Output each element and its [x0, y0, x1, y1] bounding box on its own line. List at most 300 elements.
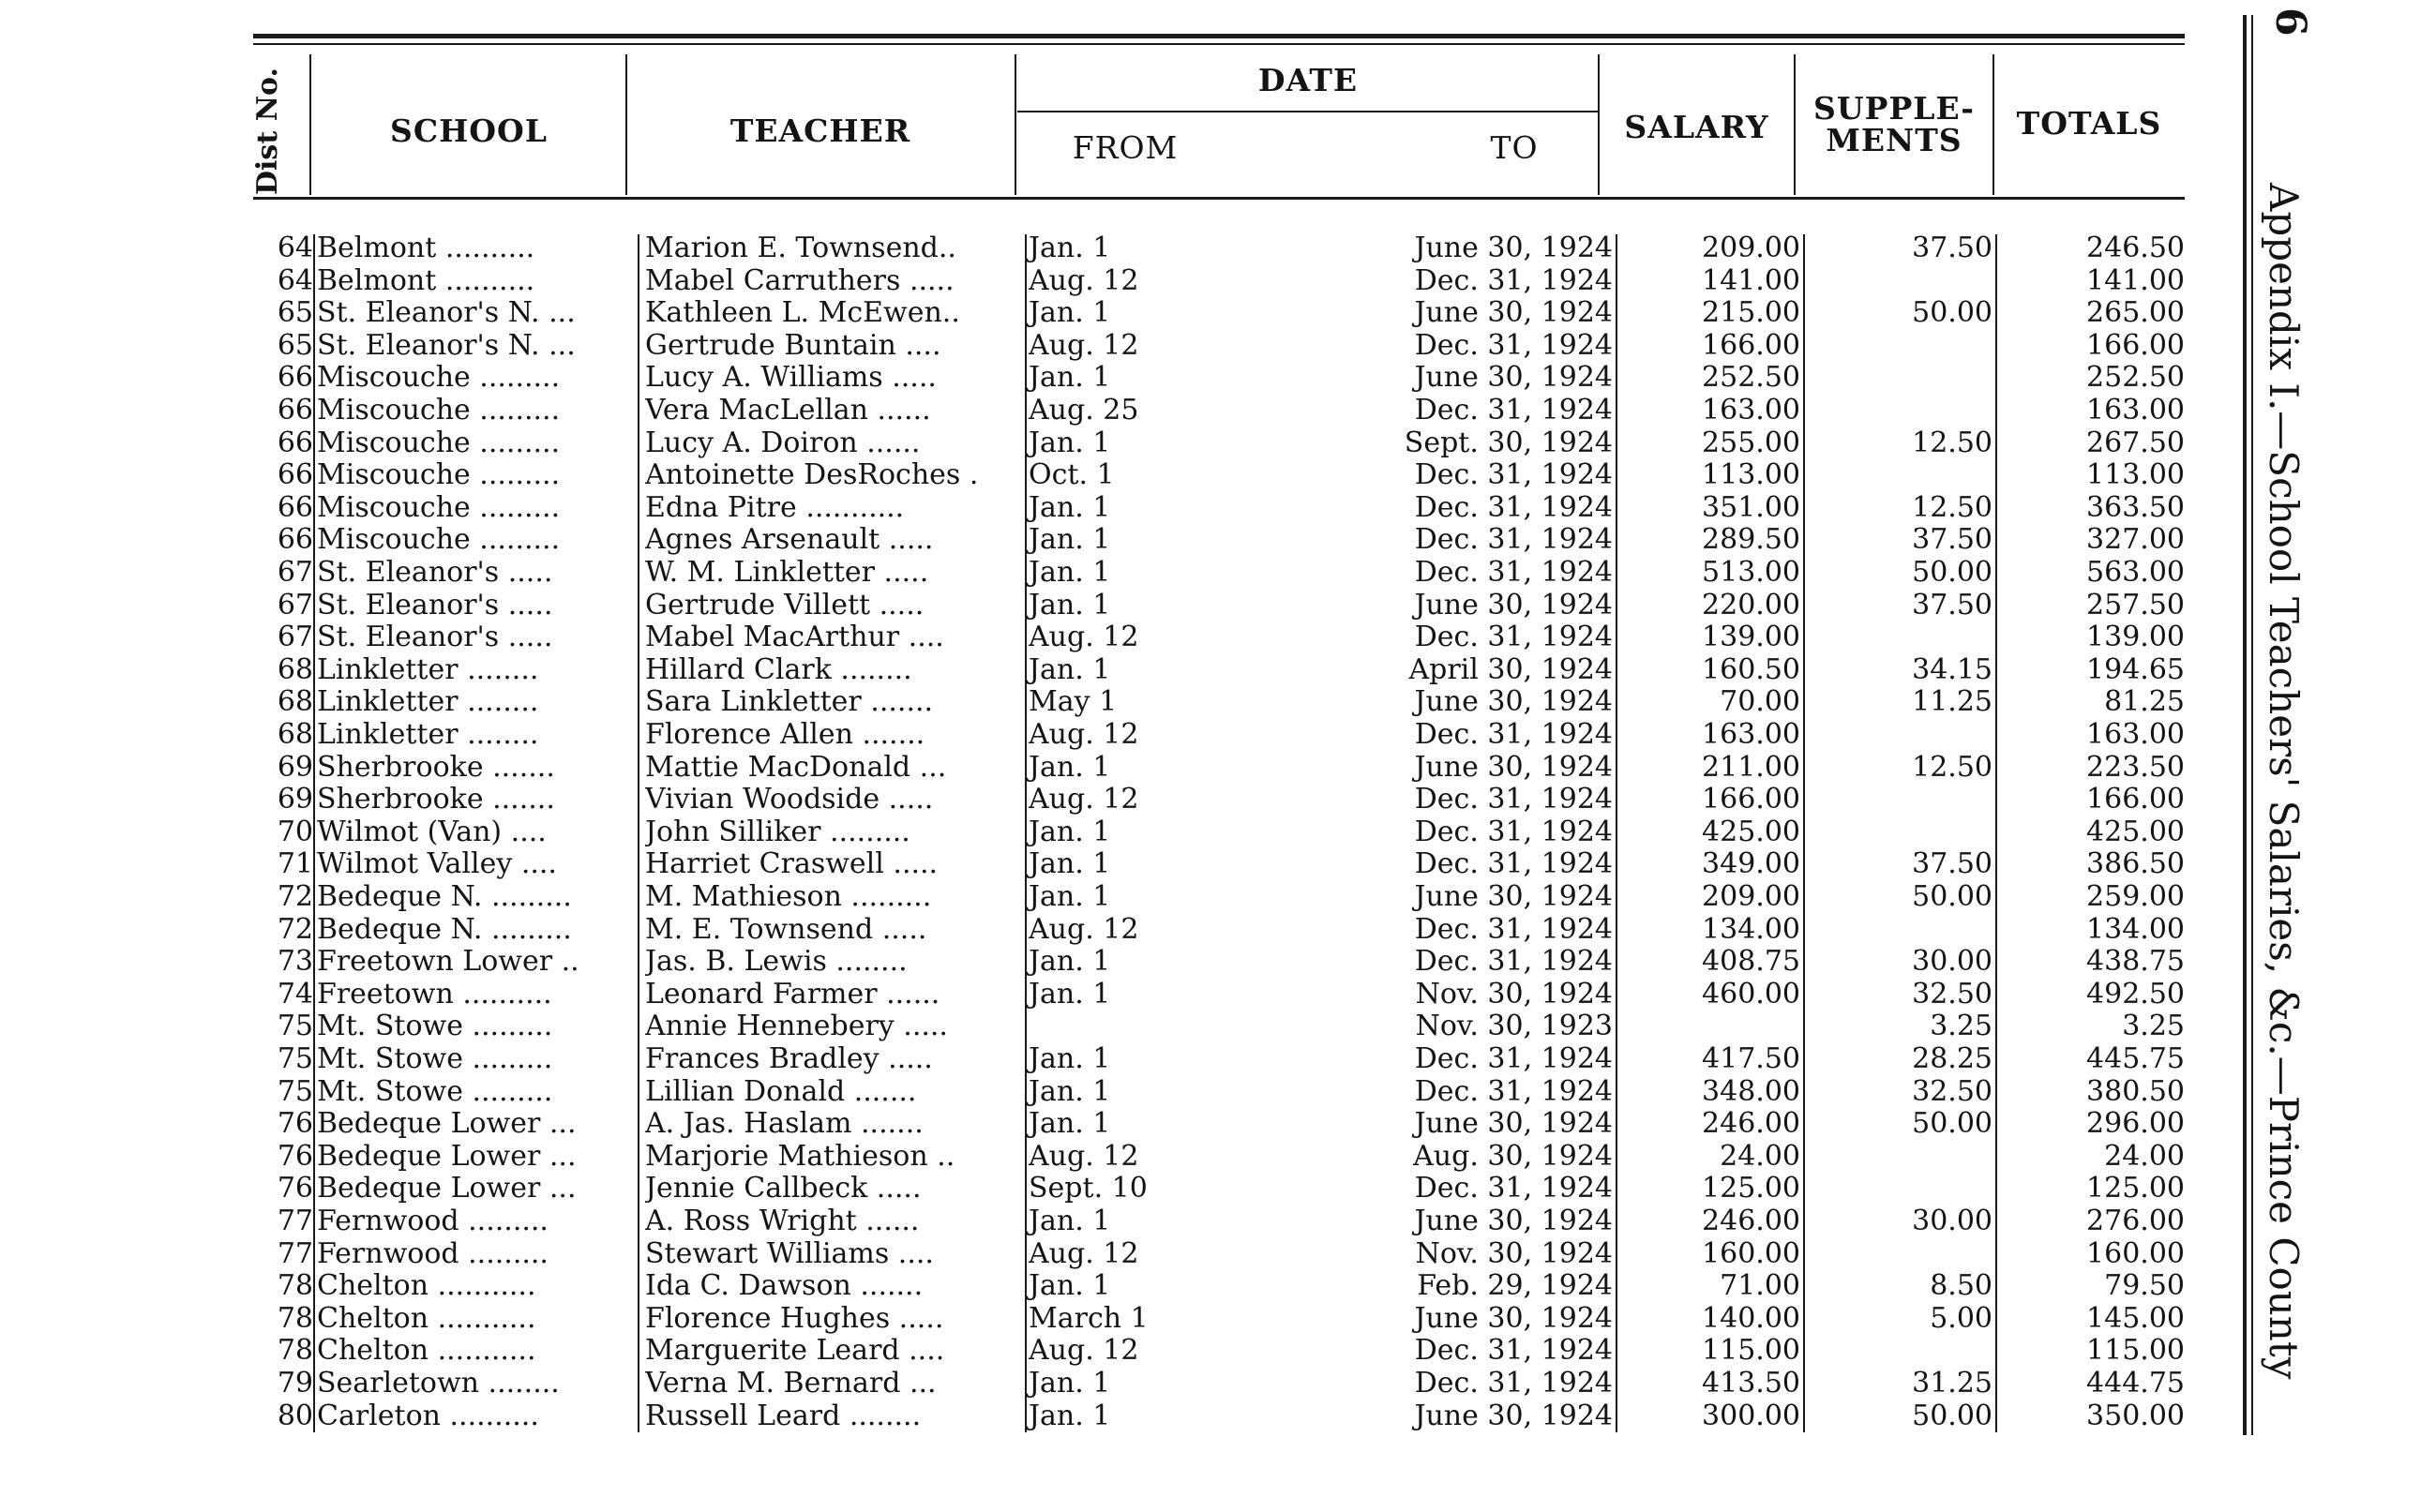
- date-divider-rule: [1017, 111, 1599, 112]
- row-dist-no: 78: [277, 1301, 313, 1335]
- row-salary: 166.00: [1702, 783, 1800, 816]
- row-date-to: Sept. 30, 1924: [1404, 426, 1613, 459]
- table-row: [0, 1010, 2436, 1042]
- row-dist-no: 75: [277, 1010, 313, 1043]
- row-salary: 211.00: [1702, 750, 1800, 784]
- row-dist-no: 65: [277, 328, 313, 362]
- row-teacher: Agnes Arsenault .....: [645, 524, 934, 557]
- table-row: [0, 524, 2436, 556]
- row-supplements: 3.25: [1930, 1010, 1992, 1043]
- header-teacher: TEACHER: [729, 112, 911, 149]
- row-dist-no: 71: [277, 847, 313, 881]
- row-supplements: 34.15: [1912, 652, 1992, 686]
- table-row: [0, 848, 2436, 880]
- row-dist-no: 67: [277, 556, 313, 589]
- row-school: Chelton ...........: [317, 1302, 536, 1335]
- row-dist-no: 68: [277, 652, 313, 686]
- row-school: Mt. Stowe .........: [317, 1043, 553, 1075]
- row-total: 363.50: [2086, 490, 2185, 524]
- row-dist-no: 75: [277, 1042, 313, 1075]
- row-supplements: 12.50: [1912, 490, 1992, 524]
- row-supplements: 12.50: [1912, 750, 1992, 784]
- row-total: 246.50: [2086, 232, 2185, 264]
- row-date-from: Aug. 12: [1029, 912, 1139, 946]
- table-row: [0, 1270, 2436, 1302]
- row-dist-no: 78: [277, 1334, 313, 1368]
- table-row: [0, 1335, 2436, 1367]
- row-dist-no: 77: [277, 1205, 313, 1237]
- row-date-to: Dec. 31, 1924: [1414, 1367, 1613, 1400]
- row-date-from: Jan. 1: [1029, 847, 1111, 881]
- row-total: 296.00: [2086, 1107, 2185, 1141]
- row-date-from: Aug. 12: [1029, 1334, 1139, 1368]
- row-dist-no: 76: [277, 1172, 313, 1205]
- row-date-to: June 30, 1924: [1414, 685, 1613, 719]
- row-teacher: Ida C. Dawson .......: [645, 1270, 924, 1303]
- row-salary: 141.00: [1702, 263, 1800, 297]
- row-school: St. Eleanor's N. ...: [317, 297, 576, 330]
- row-date-to: Dec. 31, 1924: [1414, 1334, 1613, 1368]
- row-teacher: Marguerite Leard ....: [645, 1335, 945, 1368]
- row-teacher: Jas. B. Lewis ........: [645, 946, 908, 979]
- row-teacher: Harriet Craswell .....: [645, 848, 939, 881]
- row-salary: 209.00: [1702, 880, 1800, 913]
- row-total: 163.00: [2086, 718, 2185, 751]
- table-row: [0, 979, 2436, 1010]
- row-teacher: Florence Hughes .....: [645, 1302, 944, 1335]
- row-date-to: Dec. 31, 1924: [1414, 1172, 1613, 1205]
- row-dist-no: 68: [277, 718, 313, 751]
- row-dist-no: 66: [277, 394, 313, 427]
- header-totals: TOTALS: [2016, 105, 2162, 142]
- row-total: 3.25: [2122, 1010, 2185, 1043]
- row-salary: 246.00: [1702, 1205, 1800, 1237]
- row-school: Sherbrooke .......: [317, 751, 555, 784]
- row-salary: 115.00: [1702, 1334, 1800, 1368]
- row-date-to: Dec. 31, 1924: [1414, 621, 1613, 654]
- row-school: Miscouche .........: [317, 459, 561, 492]
- row-dist-no: 67: [277, 588, 313, 621]
- row-school: Miscouche .........: [317, 362, 561, 395]
- table-row: [0, 1238, 2436, 1270]
- row-date-to: April 30, 1924: [1408, 652, 1613, 686]
- row-salary: 252.50: [1702, 361, 1800, 395]
- row-supplements: 37.50: [1912, 232, 1992, 264]
- row-date-to: Dec. 31, 1924: [1414, 328, 1613, 362]
- row-total: 259.00: [2086, 880, 2185, 913]
- row-total: 166.00: [2086, 783, 2185, 816]
- table-row: [0, 686, 2436, 718]
- row-teacher: Annie Hennebery .....: [645, 1010, 948, 1043]
- row-total: 327.00: [2086, 523, 2185, 557]
- table-row: [0, 1173, 2436, 1205]
- row-date-to: June 30, 1924: [1414, 880, 1613, 913]
- row-date-from: Jan. 1: [1029, 523, 1111, 557]
- side-rule-outer: [2243, 15, 2247, 1435]
- row-dist-no: 76: [277, 1107, 313, 1141]
- row-date-to: June 30, 1924: [1414, 1205, 1613, 1237]
- row-supplements: 28.25: [1912, 1042, 1992, 1075]
- row-teacher: Marjorie Mathieson ..: [645, 1140, 955, 1173]
- row-date-to: Dec. 31, 1924: [1414, 783, 1613, 816]
- row-supplements: 37.50: [1912, 523, 1992, 557]
- row-school: Chelton ...........: [317, 1270, 536, 1303]
- row-teacher: Florence Allen .......: [645, 719, 925, 751]
- row-teacher: Gertrude Buntain ....: [645, 329, 941, 362]
- row-total: 252.50: [2086, 361, 2185, 395]
- header-divider-6: [1992, 54, 1994, 195]
- row-dist-no: 65: [277, 296, 313, 330]
- row-school: Belmont ..........: [317, 264, 535, 297]
- row-supplements: 50.00: [1912, 296, 1992, 330]
- row-school: Bedeque Lower ...: [317, 1108, 577, 1141]
- row-school: Mt. Stowe .........: [317, 1075, 553, 1108]
- row-total: 276.00: [2086, 1205, 2185, 1237]
- header-date: DATE: [1257, 62, 1359, 98]
- table-row: [0, 1205, 2436, 1237]
- row-date-from: Jan. 1: [1029, 750, 1111, 784]
- row-total: 194.65: [2086, 652, 2185, 686]
- row-date-from: Jan. 1: [1029, 588, 1111, 621]
- row-date-to: Dec. 31, 1924: [1414, 718, 1613, 751]
- row-date-from: Aug. 12: [1029, 621, 1139, 654]
- row-date-to: Nov. 30, 1924: [1415, 977, 1613, 1010]
- row-total: 166.00: [2086, 328, 2185, 362]
- row-supplements: 12.50: [1912, 426, 1992, 459]
- row-teacher: Marion E. Townsend..: [645, 232, 956, 264]
- row-salary: 351.00: [1702, 490, 1800, 524]
- row-dist-no: 69: [277, 783, 313, 816]
- row-school: Fernwood .........: [317, 1237, 549, 1270]
- row-total: 438.75: [2086, 945, 2185, 979]
- row-salary: 408.75: [1702, 945, 1800, 979]
- row-dist-no: 66: [277, 490, 313, 524]
- row-supplements: 8.50: [1930, 1269, 1992, 1303]
- row-date-to: Dec. 31, 1924: [1414, 394, 1613, 427]
- header-divider-1: [309, 54, 311, 195]
- row-date-from: Aug. 12: [1029, 1236, 1139, 1270]
- row-salary: 166.00: [1702, 328, 1800, 362]
- row-supplements: 37.50: [1912, 588, 1992, 621]
- row-dist-no: 74: [277, 977, 313, 1010]
- row-teacher: Hillard Clark ........: [645, 653, 912, 686]
- row-date-from: Aug. 25: [1029, 394, 1139, 427]
- row-date-from: Jan. 1: [1029, 296, 1111, 330]
- row-date-to: Dec. 31, 1924: [1414, 458, 1613, 492]
- row-dist-no: 79: [277, 1367, 313, 1400]
- row-school: Miscouche .........: [317, 427, 561, 459]
- page-number: 6: [2266, 7, 2314, 37]
- table-row: [0, 330, 2436, 362]
- row-total: 81.25: [2104, 685, 2185, 719]
- row-salary: 140.00: [1702, 1301, 1800, 1335]
- row-date-from: Oct. 1: [1029, 458, 1115, 492]
- row-date-to: Nov. 30, 1923: [1415, 1010, 1613, 1043]
- row-dist-no: 66: [277, 458, 313, 492]
- row-total: 79.50: [2104, 1269, 2185, 1303]
- row-school: Miscouche .........: [317, 524, 561, 557]
- row-total: 125.00: [2086, 1172, 2185, 1205]
- top-rule-thick: [253, 34, 2185, 38]
- row-school: Fernwood .........: [317, 1205, 549, 1237]
- row-dist-no: 72: [277, 912, 313, 946]
- row-supplements: 50.00: [1912, 1107, 1992, 1141]
- row-date-from: May 1: [1029, 685, 1118, 719]
- row-date-to: Dec. 31, 1924: [1414, 523, 1613, 557]
- table-row: [0, 232, 2436, 264]
- row-supplements: 50.00: [1912, 1399, 1992, 1432]
- row-salary: 71.00: [1720, 1269, 1800, 1303]
- row-date-to: Dec. 31, 1924: [1414, 847, 1613, 881]
- table-row: [0, 946, 2436, 978]
- row-date-from: Jan. 1: [1029, 815, 1111, 848]
- row-dist-no: 66: [277, 361, 313, 395]
- row-supplements: 30.00: [1912, 1205, 1992, 1237]
- row-date-from: Aug. 12: [1029, 328, 1139, 362]
- row-dist-no: 68: [277, 685, 313, 719]
- row-school: Sherbrooke .......: [317, 784, 555, 816]
- row-teacher: M. E. Townsend .....: [645, 913, 927, 946]
- row-dist-no: 69: [277, 750, 313, 784]
- row-date-from: Jan. 1: [1029, 1042, 1111, 1075]
- row-date-from: Jan. 1: [1029, 652, 1111, 686]
- table-row: [0, 297, 2436, 329]
- running-title: Appendix I.—School Teachers' Salaries, &c.—Prince County: [2261, 183, 2307, 1380]
- row-school: Linkletter ........: [317, 653, 539, 686]
- row-school: St. Eleanor's .....: [317, 589, 553, 621]
- row-total: 163.00: [2086, 394, 2185, 427]
- header-school: SCHOOL: [390, 112, 548, 149]
- row-dist-no: 73: [277, 945, 313, 979]
- row-school: Miscouche .........: [317, 395, 561, 427]
- row-total: 267.50: [2086, 426, 2185, 459]
- row-salary: 417.50: [1702, 1042, 1800, 1075]
- table-row: [0, 1400, 2436, 1432]
- row-total: 141.00: [2086, 263, 2185, 297]
- table-row: [0, 719, 2436, 751]
- row-date-from: Jan. 1: [1029, 977, 1111, 1010]
- row-total: 492.50: [2086, 977, 2185, 1010]
- row-school: Bedeque N. .........: [317, 913, 572, 946]
- row-date-from: Jan. 1: [1029, 1269, 1111, 1303]
- row-date-to: Dec. 31, 1924: [1414, 490, 1613, 524]
- row-date-to: Dec. 31, 1924: [1414, 1074, 1613, 1108]
- row-school: Freetown ..........: [317, 978, 552, 1010]
- row-teacher: A. Ross Wright ......: [645, 1205, 920, 1237]
- row-date-from: Jan. 1: [1029, 361, 1111, 395]
- row-total: 444.75: [2086, 1367, 2185, 1400]
- row-salary: 513.00: [1702, 556, 1800, 589]
- row-school: Linkletter ........: [317, 686, 539, 719]
- row-teacher: Lucy A. Doiron ......: [645, 427, 921, 459]
- header-bottom-rule: [253, 197, 2185, 200]
- table-row: [0, 914, 2436, 946]
- row-school: Mt. Stowe .........: [317, 1010, 553, 1043]
- table-row: [0, 459, 2436, 491]
- row-salary: 349.00: [1702, 847, 1800, 881]
- row-salary: 425.00: [1702, 815, 1800, 848]
- row-dist-no: 67: [277, 621, 313, 654]
- row-date-from: Jan. 1: [1029, 1205, 1111, 1237]
- row-school: St. Eleanor's .....: [317, 621, 553, 654]
- row-teacher: Verna M. Bernard ...: [645, 1368, 937, 1400]
- row-salary: 70.00: [1720, 685, 1800, 719]
- row-teacher: Vivian Woodside .....: [645, 784, 934, 816]
- row-salary: 125.00: [1702, 1172, 1800, 1205]
- table-row: [0, 1303, 2436, 1335]
- table-row: [0, 816, 2436, 848]
- row-teacher: Antoinette DesRoches .: [645, 459, 979, 492]
- row-date-to: Feb. 29, 1924: [1417, 1269, 1613, 1303]
- row-salary: 289.50: [1702, 523, 1800, 557]
- row-school: Bedeque Lower ...: [317, 1140, 577, 1173]
- row-teacher: Kathleen L. McEwen..: [645, 297, 960, 330]
- row-dist-no: 64: [277, 232, 313, 264]
- row-teacher: Lucy A. Williams .....: [645, 362, 937, 395]
- row-teacher: Leonard Farmer ......: [645, 978, 940, 1010]
- row-school: Linkletter ........: [317, 719, 539, 751]
- row-date-from: Aug. 12: [1029, 783, 1139, 816]
- row-salary: 460.00: [1702, 977, 1800, 1010]
- row-date-to: June 30, 1924: [1414, 750, 1613, 784]
- table-row: [0, 557, 2436, 589]
- row-date-to: Nov. 30, 1924: [1415, 1236, 1613, 1270]
- row-date-to: Dec. 31, 1924: [1414, 815, 1613, 848]
- row-salary: 134.00: [1702, 912, 1800, 946]
- header-salary: SALARY: [1624, 109, 1769, 145]
- row-date-to: June 30, 1924: [1414, 1399, 1613, 1432]
- row-salary: 413.50: [1702, 1367, 1800, 1400]
- row-date-from: Aug. 12: [1029, 718, 1139, 751]
- row-date-from: Jan. 1: [1029, 232, 1111, 264]
- row-date-to: June 30, 1924: [1414, 232, 1613, 264]
- row-salary: 255.00: [1702, 426, 1800, 459]
- row-total: 160.00: [2086, 1236, 2185, 1270]
- row-dist-no: 80: [277, 1399, 313, 1432]
- row-date-from: Jan. 1: [1029, 1107, 1111, 1141]
- row-school: Wilmot Valley ....: [317, 848, 557, 881]
- row-supplements: 32.50: [1912, 977, 1992, 1010]
- row-salary: 24.00: [1720, 1139, 1800, 1173]
- row-date-to: Dec. 31, 1924: [1414, 263, 1613, 297]
- row-date-to: June 30, 1924: [1414, 361, 1613, 395]
- row-salary: 348.00: [1702, 1074, 1800, 1108]
- row-supplements: 11.25: [1912, 685, 1992, 719]
- row-school: Belmont ..........: [317, 232, 535, 264]
- row-total: 386.50: [2086, 847, 2185, 881]
- table-row: [0, 881, 2436, 913]
- table-row: [0, 654, 2436, 686]
- row-date-from: Jan. 1: [1029, 426, 1111, 459]
- row-dist-no: 66: [277, 523, 313, 557]
- table-row: [0, 265, 2436, 297]
- row-teacher: Stewart Williams ....: [645, 1237, 934, 1270]
- row-total: 425.00: [2086, 815, 2185, 848]
- row-teacher: Mattie MacDonald ...: [645, 751, 947, 784]
- row-date-from: Jan. 1: [1029, 556, 1111, 589]
- row-teacher: Sara Linkletter .......: [645, 686, 934, 719]
- row-teacher: Vera MacLellan ......: [645, 395, 931, 427]
- header-divider-2: [625, 54, 627, 195]
- row-date-from: March 1: [1029, 1301, 1149, 1335]
- table-row: [0, 492, 2436, 524]
- row-total: 134.00: [2086, 912, 2185, 946]
- table-row: [0, 752, 2436, 784]
- row-salary: 209.00: [1702, 232, 1800, 264]
- header-dist-no: Dist No.: [251, 67, 284, 195]
- row-date-from: Jan. 1: [1029, 490, 1111, 524]
- row-total: 139.00: [2086, 621, 2185, 654]
- row-teacher: Lillian Donald .......: [645, 1075, 917, 1108]
- row-date-to: June 30, 1924: [1414, 1107, 1613, 1141]
- header-to: TO: [1490, 129, 1539, 166]
- row-date-to: Dec. 31, 1924: [1414, 1042, 1613, 1075]
- row-salary: 246.00: [1702, 1107, 1800, 1141]
- side-rule-inner: [2251, 15, 2253, 1435]
- row-total: 257.50: [2086, 588, 2185, 621]
- row-school: Wilmot (Van) ....: [317, 816, 547, 848]
- row-supplements: 50.00: [1912, 556, 1992, 589]
- row-salary: 139.00: [1702, 621, 1800, 654]
- row-school: St. Eleanor's N. ...: [317, 329, 576, 362]
- row-supplements: 31.25: [1912, 1367, 1992, 1400]
- row-dist-no: 75: [277, 1074, 313, 1108]
- header-divider-3: [1015, 54, 1016, 195]
- table-row: [0, 362, 2436, 394]
- table-row: [0, 1141, 2436, 1173]
- row-dist-no: 64: [277, 263, 313, 297]
- row-total: 265.00: [2086, 296, 2185, 330]
- row-teacher: Edna Pitre ...........: [645, 491, 905, 524]
- row-total: 24.00: [2104, 1139, 2185, 1173]
- row-supplements: 5.00: [1930, 1301, 1992, 1335]
- row-date-to: Dec. 31, 1924: [1414, 945, 1613, 979]
- row-teacher: Jennie Callbeck .....: [645, 1173, 922, 1205]
- row-date-to: June 30, 1924: [1414, 296, 1613, 330]
- row-supplements: 37.50: [1912, 847, 1992, 881]
- row-dist-no: 77: [277, 1236, 313, 1270]
- header-supplements-1: SUPPLE-: [1813, 90, 1975, 127]
- table-row: [0, 621, 2436, 653]
- table-row: [0, 1368, 2436, 1400]
- row-teacher: M. Mathieson .........: [645, 881, 932, 913]
- row-dist-no: 72: [277, 880, 313, 913]
- row-salary: 160.00: [1702, 1236, 1800, 1270]
- row-salary: 300.00: [1702, 1399, 1800, 1432]
- row-total: 445.75: [2086, 1042, 2185, 1075]
- row-total: 115.00: [2086, 1334, 2185, 1368]
- row-total: 563.00: [2086, 556, 2185, 589]
- row-school: Carleton ..........: [317, 1400, 539, 1432]
- row-teacher: W. M. Linkletter .....: [645, 557, 929, 589]
- row-school: Chelton ...........: [317, 1335, 536, 1368]
- row-salary: 220.00: [1702, 588, 1800, 621]
- row-school: Miscouche .........: [317, 491, 561, 524]
- row-school: Searletown ........: [317, 1368, 560, 1400]
- row-date-from: Jan. 1: [1029, 1367, 1111, 1400]
- row-supplements: 32.50: [1912, 1074, 1992, 1108]
- row-dist-no: 66: [277, 426, 313, 459]
- row-date-from: Jan. 1: [1029, 945, 1111, 979]
- row-teacher: Frances Bradley .....: [645, 1043, 933, 1075]
- row-date-from: Jan. 1: [1029, 1399, 1111, 1432]
- table-row: [0, 590, 2436, 621]
- header-from: FROM: [1072, 129, 1179, 166]
- row-teacher: Mabel MacArthur ....: [645, 621, 944, 654]
- table-row: [0, 427, 2436, 459]
- row-date-to: June 30, 1924: [1414, 1301, 1613, 1335]
- table-row: [0, 1076, 2436, 1108]
